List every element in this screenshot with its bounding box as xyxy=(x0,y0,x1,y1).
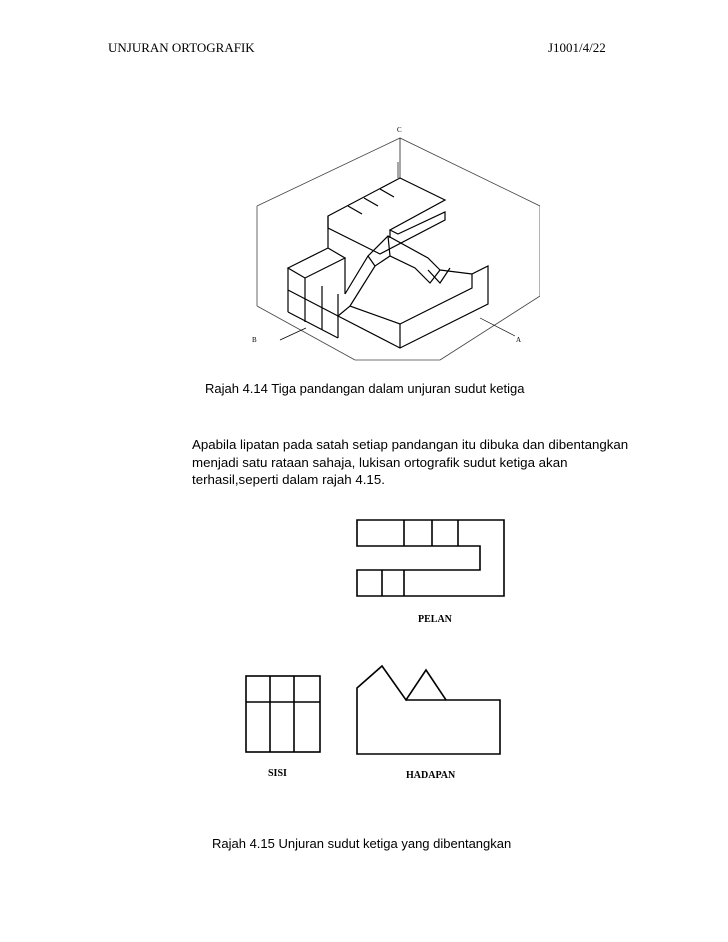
plan-label: PELAN xyxy=(418,614,452,625)
isometric-projection-figure xyxy=(240,118,540,380)
body-paragraph: Apabila lipatan pada satah setiap pandangan itu dibuka dan dibentangkan menjadi satu rataan sahaja, lukisan ortografik sudut ketiga akan terhasil,seperti dalam rajah 4.15. xyxy=(192,437,629,487)
figure-4-15-caption: Rajah 4.15 Unjuran sudut ketiga yang dibentangkan xyxy=(212,836,512,851)
label-b: B xyxy=(252,336,257,344)
isometric-object xyxy=(288,178,488,348)
projection-lines xyxy=(280,138,515,340)
header-page-number: J1001/4/22 xyxy=(548,40,606,55)
orthographic-views-figure xyxy=(200,498,550,798)
header-title: UNJURAN ORTOGRAFIK xyxy=(108,40,255,55)
front-view xyxy=(357,666,500,754)
side-label: SISI xyxy=(268,768,287,779)
plan-view xyxy=(357,520,504,596)
label-c: C xyxy=(397,126,402,134)
side-view xyxy=(246,676,320,752)
front-label: HADAPAN xyxy=(406,770,456,781)
figure-4-14-caption: Rajah 4.14 Tiga pandangan dalam unjuran sudut ketiga xyxy=(205,381,525,396)
label-a: A xyxy=(516,336,522,344)
